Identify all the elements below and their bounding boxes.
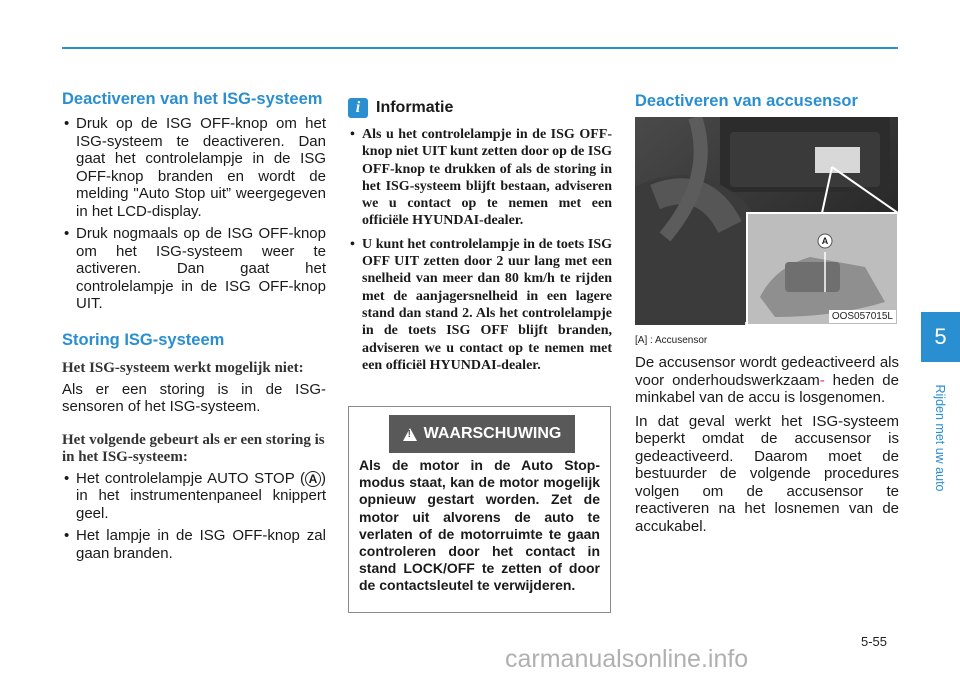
section-heading-isg-malfunction: Storing ISG-systeem bbox=[62, 330, 225, 349]
photo-marker-a: A bbox=[821, 236, 829, 246]
info-icon: i bbox=[348, 98, 368, 118]
bullet-list-deactivate bbox=[62, 115, 326, 313]
engine-bay-illustration bbox=[635, 117, 898, 325]
list-item: • U kunt het controlelampje in de toets ISG OFF UIT zetten door 2 uur lang met een snelheid van meer dan 80 km/h te rijden met de aanjagersnelheid in een lagere stand dan stand 2. Als het controlelampje in de toets ISG OFF blijft branden, adviseren we u contact op te nemen met een officiël HYUNDAI-dealer. bbox=[348, 236, 612, 374]
section-heading-deactivate-isg: Deactiveren van het ISG-systeem bbox=[62, 90, 323, 108]
info-header bbox=[348, 98, 612, 118]
list-item: • Als u het controlelampje in de ISG OFF-knop niet UIT kunt zetten door op de ISG OFF-knop te drukken of als de storing in het ISG-systeem blijft bestaan, adviseren we u contact op te nemen met een officiële HYUNDAI-dealer. bbox=[348, 126, 612, 230]
warning-text: Als de motor in de Auto Stop-modus staat, kan de motor mogelijk opnieuw gestart worden. Zet de motor uit alvorens de auto te verlaten of de motorruimte te gaan controleren door het contact in stand LOCK/OFF te zetten of door de contactsleutel te verwijderen. bbox=[359, 457, 600, 594]
info-title: Informatie bbox=[376, 99, 454, 116]
list-item: • Het lampje in de ISG OFF-knop zal gaan branden. bbox=[62, 527, 326, 562]
warning-box bbox=[348, 406, 611, 613]
watermark: carmanualsonline.info bbox=[505, 645, 749, 673]
list-item bbox=[62, 470, 326, 523]
paragraph-deactivation bbox=[635, 354, 899, 407]
warning-header bbox=[389, 415, 575, 453]
hyphen-mark: - bbox=[819, 371, 825, 389]
list-item-text: Het controlelampje AUTO STOP ( bbox=[76, 469, 305, 487]
list-item: • Druk op de ISG OFF-knop om het ISG-systeem te deactiveren. Dan gaat het controlelampje in de ISG OFF-knop branden en wordt de melding "Auto Stop uit” weergegeven in het LCD-display. bbox=[62, 115, 326, 220]
top-rule bbox=[62, 47, 898, 49]
engine-bay-photo bbox=[635, 117, 898, 325]
auto-stop-icon: A bbox=[305, 471, 321, 487]
photo-code-label: OOS057015L bbox=[829, 310, 896, 323]
list-item: • Druk nogmaals op de ISG OFF-knop om het ISG-systeem weer te activeren. Dan gaat het controlelampje in de ISG OFF-knop UIT. bbox=[62, 225, 326, 313]
section-heading-battery-sensor: Deactiveren van accusensor bbox=[635, 92, 858, 110]
chapter-tab[interactable]: 5 bbox=[921, 312, 960, 362]
chapter-title-text: Rijden met uw auto bbox=[933, 384, 947, 492]
paragraph-limited-operation: In dat geval werkt het ISG-systeem beperkt omdat de accusensor is gedeactiveerd. Daarom moet de bestuurder de volgende procedures volgen om de accusensor te reactiveren na het losnemen van de accukabel. bbox=[635, 412, 899, 535]
photo-caption: [A] : Accusensor bbox=[635, 335, 708, 346]
paragraph-sensor-fault: Als er een storing is in de ISG-sensoren of het ISG-systeem. bbox=[62, 380, 326, 415]
column-middle bbox=[348, 92, 612, 380]
page-number: 5-55 bbox=[861, 634, 888, 649]
subheading-may-not-work: Het ISG-systeem werkt mogelijk niet: bbox=[62, 359, 304, 376]
bullet-list-malfunction bbox=[62, 470, 326, 563]
paragraph-text: De accusensor wordt gedeactiveerd als voor onderhoudswerkzaam bbox=[635, 354, 899, 389]
subheading-following-happens: Het volgende gebeurt als er een storing is in het ISG-systeem: bbox=[62, 431, 325, 465]
column-right bbox=[635, 90, 899, 541]
chapter-title bbox=[932, 368, 948, 508]
paragraph-text: heden de minkabel van de accu is losgenomen. bbox=[635, 371, 899, 406]
info-bullet-list bbox=[348, 126, 612, 374]
list-item-text: ) in het instrumentenpaneel knippert geel. bbox=[76, 469, 326, 522]
warning-title: WAARSCHUWING bbox=[423, 425, 562, 442]
warning-triangle-icon: ! bbox=[403, 428, 417, 441]
column-left bbox=[62, 90, 326, 567]
